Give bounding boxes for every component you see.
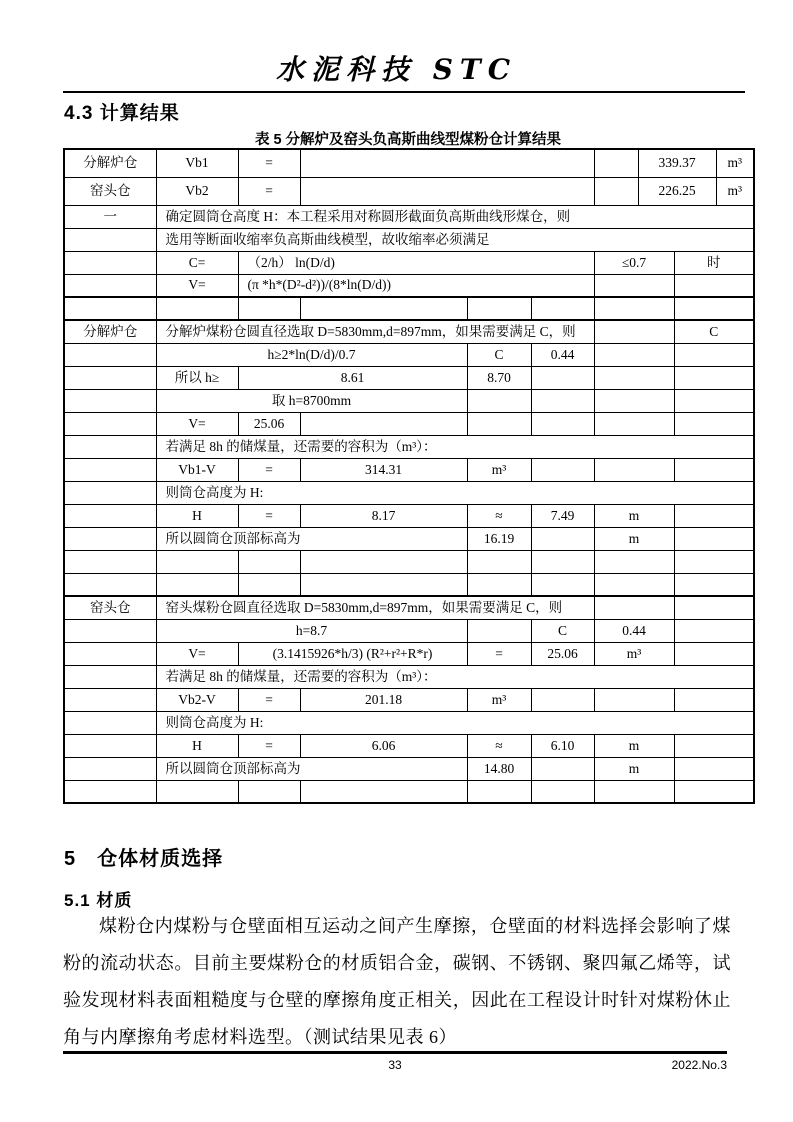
table-cell: m³ <box>594 642 674 665</box>
table-row <box>64 177 754 205</box>
table-cell: V= <box>156 412 238 435</box>
page-number: 33 <box>388 1058 402 1072</box>
table-cell <box>64 780 156 803</box>
section-heading-5-1: 5.1 材质 <box>64 891 133 910</box>
table-cell <box>674 642 754 665</box>
table-cell: = <box>238 458 300 481</box>
table-row <box>64 435 754 458</box>
table-cell: 分解炉仓 <box>64 320 156 343</box>
table-cell <box>594 780 674 803</box>
table-cell <box>64 458 156 481</box>
table-cell <box>300 149 594 177</box>
table-cell <box>674 596 754 619</box>
header-divider-rule <box>63 91 745 93</box>
table-cell <box>64 550 156 573</box>
table-cell <box>531 389 594 412</box>
table-cell: 则筒仓高度为 H: <box>156 481 754 504</box>
table-row <box>64 320 754 343</box>
table-cell <box>64 619 156 642</box>
table-cell <box>531 297 594 320</box>
table-cell: ≤0.7 <box>594 251 674 274</box>
table-cell: 窑头煤粉仓圆直径选取 D=5830mm,d=897mm，如果需要满足 C，则 <box>156 596 594 619</box>
table-cell <box>64 366 156 389</box>
table-cell <box>238 780 300 803</box>
table-cell: 选用等断面收缩率负高斯曲线模型，故收缩率必须满足 <box>156 228 754 251</box>
table-cell: 0.44 <box>594 619 674 642</box>
table-cell <box>156 780 238 803</box>
table-cell <box>467 297 531 320</box>
table-cell: Vb2 <box>156 177 238 205</box>
table-cell <box>594 550 674 573</box>
table-cell <box>531 688 594 711</box>
table-row <box>64 412 754 435</box>
table-cell <box>467 412 531 435</box>
table-cell <box>156 297 238 320</box>
table-cell: 314.31 <box>300 458 467 481</box>
table-row <box>64 527 754 550</box>
table-cell <box>531 757 594 780</box>
table-cell <box>674 274 754 297</box>
table-cell <box>531 550 594 573</box>
table-cell: 14.80 <box>467 757 531 780</box>
table-cell <box>300 550 467 573</box>
table-cell <box>594 596 674 619</box>
table-cell: 6.10 <box>531 734 594 757</box>
table-cell: = <box>238 177 300 205</box>
table-cell: 25.06 <box>531 642 594 665</box>
table-cell <box>64 412 156 435</box>
table-cell <box>64 688 156 711</box>
table-cell <box>300 573 467 596</box>
table-cell: m³ <box>716 149 754 177</box>
table-cell <box>674 780 754 803</box>
table-cell: 6.06 <box>300 734 467 757</box>
table-row <box>64 780 754 803</box>
table-row <box>64 366 754 389</box>
table-cell: 7.49 <box>531 504 594 527</box>
table-cell <box>156 573 238 596</box>
section-heading-5: 5 仓体材质选择 <box>64 848 224 870</box>
table-cell <box>674 458 754 481</box>
table-cell <box>531 573 594 596</box>
table-row <box>64 711 754 734</box>
table-cell <box>467 389 531 412</box>
table-cell <box>674 297 754 320</box>
table-cell <box>531 527 594 550</box>
table-cell <box>300 412 467 435</box>
table-cell <box>594 177 638 205</box>
table-cell <box>594 297 674 320</box>
table-cell <box>64 389 156 412</box>
table-cell <box>64 228 156 251</box>
table-cell <box>531 412 594 435</box>
table-cell: 339.37 <box>638 149 716 177</box>
table-cell <box>594 366 674 389</box>
table-cell <box>238 550 300 573</box>
table-cell <box>674 573 754 596</box>
table-cell: = <box>238 688 300 711</box>
table-cell <box>467 550 531 573</box>
table-cell: 16.19 <box>467 527 531 550</box>
table-cell: (3.1415926*h/3) (R²+r²+R*r) <box>238 642 467 665</box>
table-cell <box>594 412 674 435</box>
table-cell: = <box>238 149 300 177</box>
table-row <box>64 228 754 251</box>
table-caption: 表 5 分解炉及窑头负高斯曲线型煤粉仓计算结果 <box>254 132 562 148</box>
table-cell <box>594 343 674 366</box>
table-cell: H <box>156 734 238 757</box>
table-cell: = <box>467 642 531 665</box>
table-row <box>64 573 754 596</box>
table-row <box>64 596 754 619</box>
table-cell <box>531 366 594 389</box>
table-row <box>64 757 754 780</box>
table-cell: Vb2-V <box>156 688 238 711</box>
table-cell: m³ <box>467 688 531 711</box>
table-row <box>64 688 754 711</box>
table-cell: 所以圆筒仓顶部标高为 <box>156 757 467 780</box>
table-cell <box>674 389 754 412</box>
table-row <box>64 251 754 274</box>
table-cell <box>300 177 594 205</box>
table-cell: 所以圆筒仓顶部标高为 <box>156 527 467 550</box>
table-cell: = <box>238 734 300 757</box>
table-cell <box>674 550 754 573</box>
table-cell: 分解炉煤粉仓圆直径选取 D=5830mm,d=897mm，如果需要满足 C，则 <box>156 320 594 343</box>
table-cell <box>674 619 754 642</box>
table-cell: V= <box>156 642 238 665</box>
table-cell <box>594 458 674 481</box>
table-cell: C <box>467 343 531 366</box>
table-cell: 8.61 <box>238 366 467 389</box>
table-cell: m <box>594 527 674 550</box>
table-row <box>64 642 754 665</box>
table-cell: m³ <box>716 177 754 205</box>
table-cell <box>64 734 156 757</box>
table-cell: 若满足 8h 的储煤量，还需要的容积为（m³）： <box>156 435 754 458</box>
table-cell <box>674 504 754 527</box>
table-cell: V= <box>156 274 238 297</box>
table-row <box>64 504 754 527</box>
table-cell <box>674 527 754 550</box>
table-cell <box>64 573 156 596</box>
table-cell: 若满足 8h 的储煤量，还需要的容积为（m³）： <box>156 665 754 688</box>
table-row <box>64 665 754 688</box>
table-cell <box>594 573 674 596</box>
table-row <box>64 619 754 642</box>
table-cell <box>64 504 156 527</box>
table-cell <box>467 780 531 803</box>
table-cell: m³ <box>467 458 531 481</box>
table-cell: = <box>238 504 300 527</box>
table-cell <box>300 297 467 320</box>
table-cell <box>156 550 238 573</box>
table-row <box>64 389 754 412</box>
calc-results-table <box>63 148 755 804</box>
table-cell <box>531 458 594 481</box>
table-cell: m <box>594 504 674 527</box>
table-row <box>64 205 754 228</box>
table-row <box>64 149 754 177</box>
table-cell: 分解炉仓 <box>64 149 156 177</box>
table-cell: 226.25 <box>638 177 716 205</box>
issue-number: 2022.No.3 <box>671 1058 727 1072</box>
table-cell <box>64 435 156 458</box>
table-cell <box>64 642 156 665</box>
table-row <box>64 274 754 297</box>
table-cell <box>300 780 467 803</box>
table-cell: (π *h*(D²-d²))/(8*ln(D/d)) <box>238 274 594 297</box>
section-heading-4-3: 4.3 计算结果 <box>64 103 180 124</box>
table-cell <box>64 527 156 550</box>
footer-divider-rule <box>63 1051 727 1054</box>
body-paragraph: 煤粉仓内煤粉与仓壁面相互运动之间产生摩擦，仓壁面的材料选择会影响了煤粉的流动状态。目前主要煤粉仓的材质铝合金，碳钢、不锈钢、聚四氟乙烯等，试验发现材料表面粗糙度与仓壁的摩擦角度正相关，因此在工程设计时针对煤粉休止角与内摩擦角考虑材料选型。（测试结果见表 6） <box>63 916 731 1047</box>
table-cell <box>467 619 531 642</box>
table-cell: h=8.7 <box>156 619 467 642</box>
table-cell: 窑头仓 <box>64 596 156 619</box>
table-cell: 则筒仓高度为 H: <box>156 711 754 734</box>
table-row <box>64 458 754 481</box>
table-cell <box>64 274 156 297</box>
table-cell: C <box>531 619 594 642</box>
table-cell: m <box>594 734 674 757</box>
table-cell <box>531 780 594 803</box>
table-row <box>64 481 754 504</box>
table-row <box>64 734 754 757</box>
table-cell <box>594 149 638 177</box>
table-cell: ≈ <box>467 734 531 757</box>
table-cell: 窑头仓 <box>64 177 156 205</box>
table-cell: 201.18 <box>300 688 467 711</box>
table-cell: C= <box>156 251 238 274</box>
table-cell: 0.44 <box>531 343 594 366</box>
table-cell <box>64 297 156 320</box>
table-cell: 8.70 <box>467 366 531 389</box>
table-cell <box>674 757 754 780</box>
table-row <box>64 343 754 366</box>
table-row <box>64 550 754 573</box>
table-cell <box>594 688 674 711</box>
table-cell: （2/h） ln(D/d) <box>238 251 594 274</box>
table-cell: m <box>594 757 674 780</box>
table-cell <box>674 366 754 389</box>
table-cell: Vb1 <box>156 149 238 177</box>
table-cell <box>238 573 300 596</box>
table-cell: 25.06 <box>238 412 300 435</box>
table-cell <box>467 573 531 596</box>
table-cell: 取 h=8700mm <box>156 389 467 412</box>
table-cell <box>674 734 754 757</box>
table-cell: h≥2*ln(D/d)/0.7 <box>156 343 467 366</box>
table-cell <box>594 320 674 343</box>
table-cell: 8.17 <box>300 504 467 527</box>
table-cell: 时 <box>674 251 754 274</box>
table-cell <box>64 665 156 688</box>
table-cell: 确定圆筒仓高度 H：本工程采用对称圆形截面负高斯曲线形煤仓，则 <box>156 205 754 228</box>
table-cell <box>674 343 754 366</box>
table-cell: 所以 h≥ <box>156 366 238 389</box>
table-cell <box>674 688 754 711</box>
table-cell: 一 <box>64 205 156 228</box>
table-cell <box>238 297 300 320</box>
table-cell: ≈ <box>467 504 531 527</box>
table-cell <box>64 757 156 780</box>
table-cell <box>594 389 674 412</box>
table-cell <box>64 481 156 504</box>
table-cell <box>594 274 674 297</box>
table-cell <box>64 711 156 734</box>
table-cell: C <box>674 320 754 343</box>
journal-title: 水泥科技 STC <box>275 53 518 86</box>
table-row <box>64 297 754 320</box>
table-cell: H <box>156 504 238 527</box>
table-cell <box>64 251 156 274</box>
table-cell: Vb1-V <box>156 458 238 481</box>
table-cell <box>674 412 754 435</box>
table-cell <box>64 343 156 366</box>
